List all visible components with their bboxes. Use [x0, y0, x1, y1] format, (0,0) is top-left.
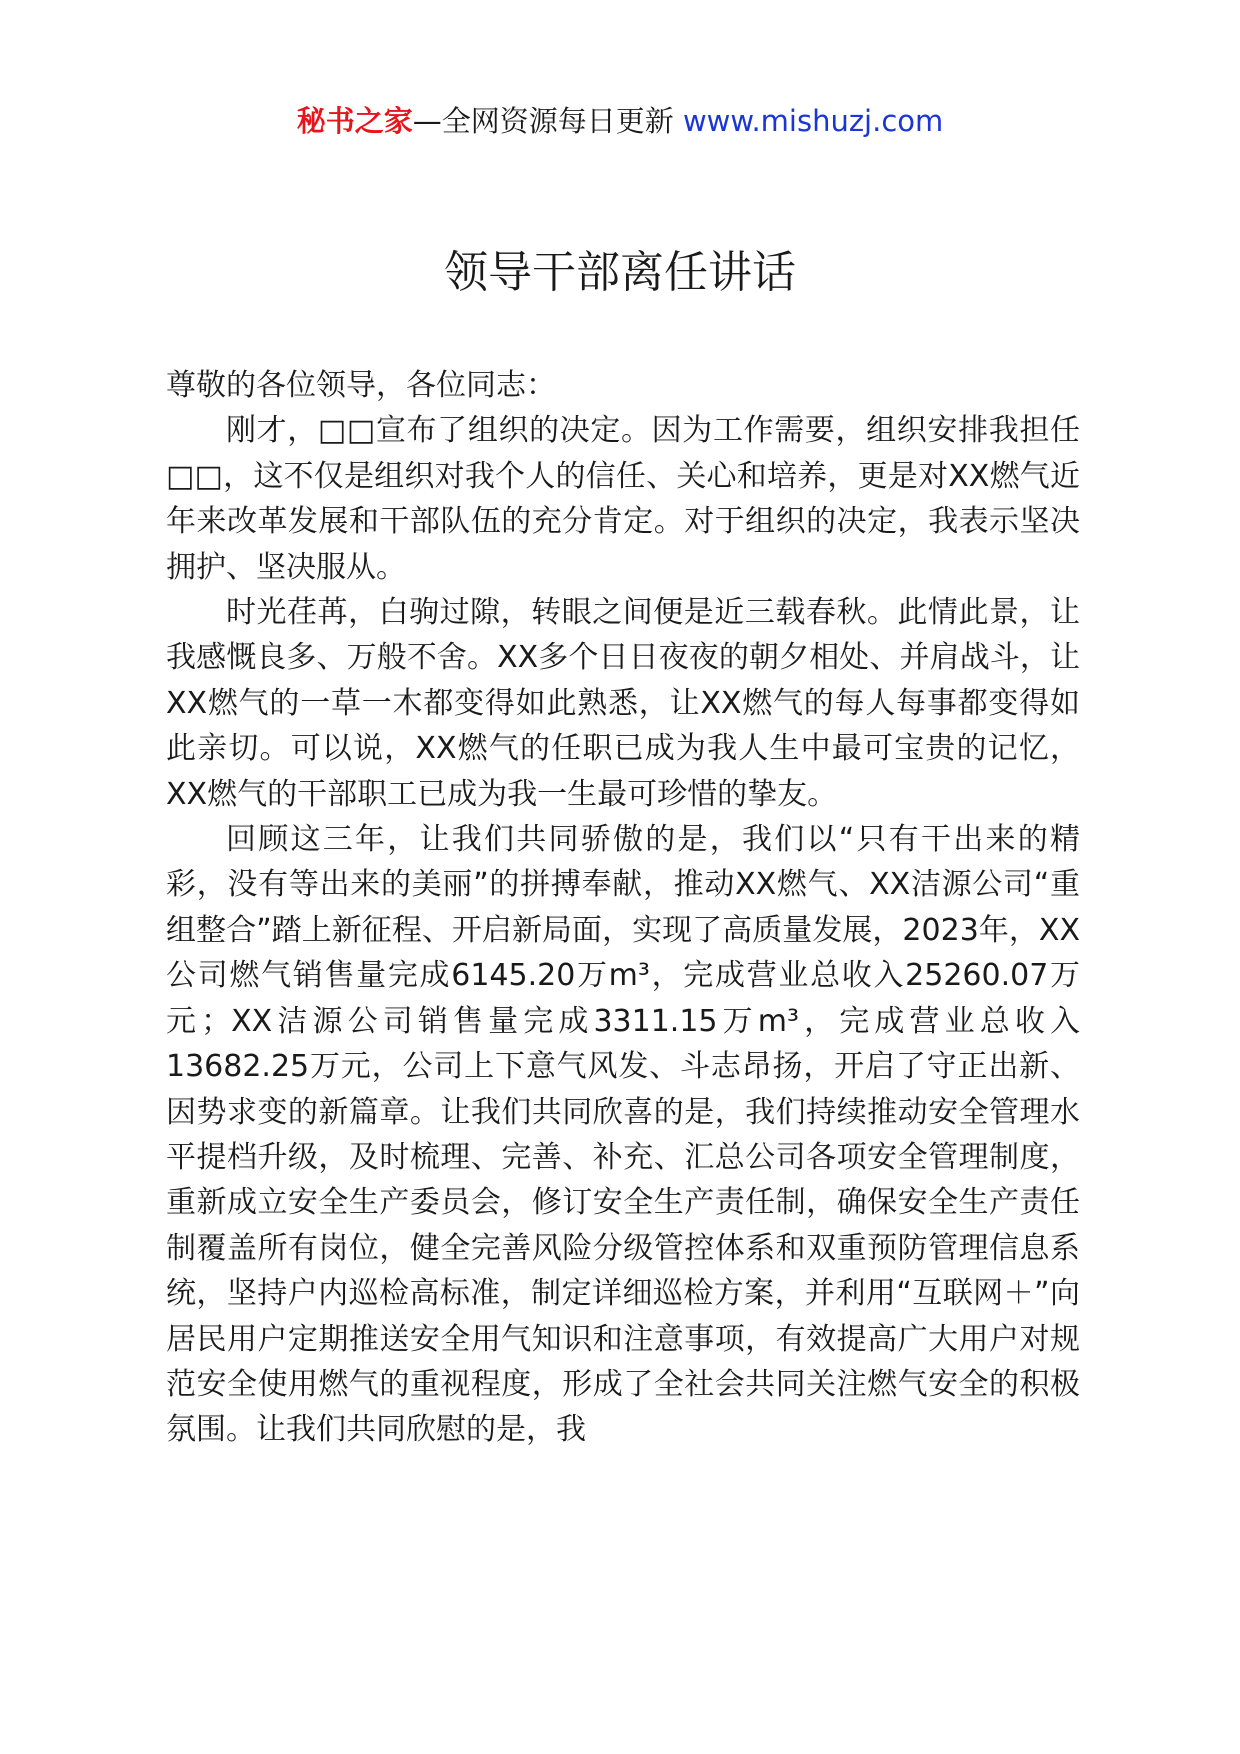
site-tagline: —全网资源每日更新	[412, 104, 674, 138]
site-url-link[interactable]: www.mishuzj.com	[682, 104, 944, 138]
site-header	[0, 100, 1240, 142]
salutation: 尊敬的各位领导，各位同志：	[166, 368, 556, 403]
paragraph-3: 回顾这三年，让我们共同骄傲的是，我们以“只有干出来的精彩，没有等出来的美丽”的拼搏奉献，推动XX燃气、XX洁源公司“重组整合”踏上新征程、开启新局面，实现了高质量发展，2023年，XX公司燃气销售量完成6145.20万m³，完成营业总收入25260.07万元；XX洁源公司销售量完成3311.15万m³，完成营业总收入13682.25万元，公司上下意气风发、斗志昂扬，开启了守正出新、因势求变的新篇章。让我们共同欣喜的是，我们持续推动安全管理水平提档升级，及时梳理、完善、补充、汇总公司各项安全管理制度，重新成立安全生产委员会，修订安全生产责任制，确保安全生产责任制覆盖所有岗位，健全完善风险分级管控体系和双重预防管理信息系统，坚持户内巡检高标准，制定详细巡检方案，并利用“互联网＋”向居民用户定期推送安全用气知识和注意事项，有效提高广大用户对规范安全使用燃气的重视程度，形成了全社会共同关注燃气安全的积极氛围。让我们共同欣慰的是，我	[166, 822, 1080, 1448]
paragraph-1: 刚才，□□宣布了组织的决定。因为工作需要，组织安排我担任□□，这不仅是组织对我个人的信任、关心和培养，更是对XX燃气近年来改革发展和干部队伍的充分肯定。对于组织的决定，我表示坚决拥护、坚决服从。	[166, 413, 1080, 585]
paragraph-2: 时光荏苒，白驹过隙，转眼之间便是近三载春秋。此情此景，让我感慨良多、万般不舍。XX多个日日夜夜的朝夕相处、并肩战斗，让XX燃气的一草一木都变得如此熟悉，让XX燃气的每人每事都变得如此亲切。可以说，XX燃气的任职已成为我人生中最可宝贵的记忆，XX燃气的干部职工已成为我一生最可珍惜的挚友。	[166, 595, 1080, 812]
document-body	[166, 363, 1080, 1453]
site-brand: 秘书之家	[296, 104, 413, 138]
document-title: 领导干部离任讲话	[444, 247, 796, 298]
